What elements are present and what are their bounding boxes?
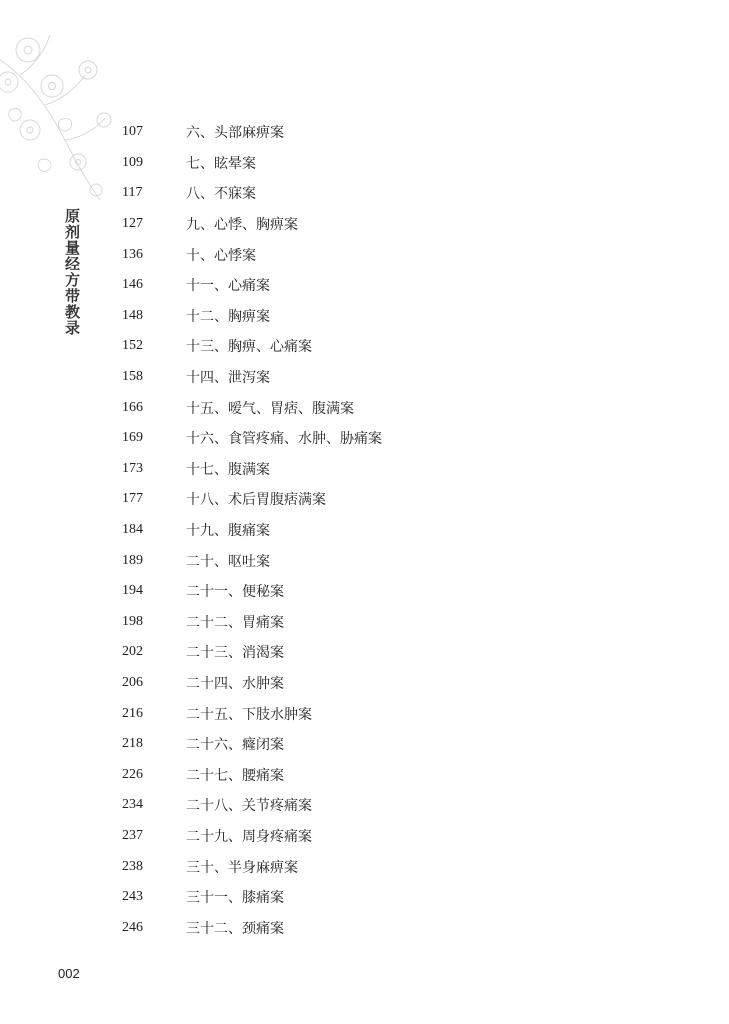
toc-page-number: 177 [122,491,143,507]
toc-entry-title: 二十一、便秘案 [186,584,284,601]
toc-entry[interactable] [122,270,542,301]
toc-page-number: 136 [122,246,143,262]
toc-page-number: 246 [122,919,143,935]
toc-page-number: 117 [122,185,143,201]
toc-entry[interactable] [122,607,542,638]
table-of-contents [122,117,542,943]
toc-entry-title: 二十、呕吐案 [186,553,270,570]
toc-entry-title: 六、头部麻痹案 [186,125,284,142]
toc-page-number: 216 [122,705,143,721]
toc-page-number: 202 [122,644,143,660]
toc-entry-title: 二十三、消渴案 [186,645,284,662]
toc-entry[interactable] [122,331,542,362]
toc-entry-title: 十七、腹满案 [186,461,270,478]
toc-page-number: 238 [122,858,143,874]
toc-entry-title: 八、不寐案 [186,186,256,203]
toc-page-number: 234 [122,797,143,813]
toc-page-number: 146 [122,277,143,293]
toc-entry-title: 三十二、颈痛案 [186,920,284,937]
toc-entry[interactable] [122,117,542,148]
toc-page-number: 237 [122,827,143,843]
toc-page-number: 198 [122,613,143,629]
toc-page-number: 189 [122,552,143,568]
toc-entry-title: 二十九、周身疼痛案 [186,828,312,845]
toc-entry[interactable] [122,698,542,729]
toc-entry[interactable] [122,851,542,882]
toc-page-number: 109 [122,154,143,170]
toc-page-number: 173 [122,460,143,476]
toc-entry-title: 二十八、关节疼痛案 [186,798,312,815]
toc-entry[interactable] [122,515,542,546]
toc-entry-title: 十九、腹痛案 [186,523,270,540]
toc-entry-title: 七、眩晕案 [186,155,256,172]
toc-entry[interactable] [122,392,542,423]
toc-entry-title: 十四、泄泻案 [186,370,270,387]
toc-entry[interactable] [122,545,542,576]
toc-page-number: 194 [122,583,143,599]
toc-entry-title: 十、心悸案 [186,247,256,264]
toc-entry-title: 二十四、水肿案 [186,675,284,692]
toc-entry-title: 二十六、癃闭案 [186,737,284,754]
toc-entry[interactable] [122,148,542,179]
toc-page-number: 218 [122,736,143,752]
toc-entry-title: 二十五、下肢水肿案 [186,706,312,723]
toc-entry[interactable] [122,882,542,913]
toc-entry-title: 二十二、胃痛案 [186,614,284,631]
toc-entry[interactable] [122,484,542,515]
toc-page-number: 226 [122,766,143,782]
page-number: 002 [58,966,80,981]
toc-page-number: 107 [122,124,143,140]
toc-entry-title: 三十一、膝痛案 [186,890,284,907]
toc-entry[interactable] [122,668,542,699]
toc-page-number: 169 [122,430,143,446]
toc-entry[interactable] [122,637,542,668]
toc-entry-title: 十三、胸痹、心痛案 [186,339,312,356]
toc-page-number: 184 [122,522,143,538]
toc-entry-title: 十二、胸痹案 [186,308,270,325]
toc-page-number: 158 [122,369,143,385]
toc-entry[interactable] [122,821,542,852]
toc-page-number: 148 [122,307,143,323]
toc-page-number: 206 [122,674,143,690]
toc-entry-title: 三十、半身麻痹案 [186,859,298,876]
toc-entry[interactable] [122,912,542,943]
toc-entry[interactable] [122,576,542,607]
toc-entry[interactable] [122,209,542,240]
toc-entry-title: 十五、嗳气、胃痞、腹满案 [186,400,354,417]
vertical-book-title: 原剂量经方带教录 [63,208,81,336]
toc-page-number: 243 [122,889,143,905]
toc-entry-title: 十六、食管疼痛、水肿、胁痛案 [186,431,382,448]
toc-page-number: 152 [122,338,143,354]
toc-entry[interactable] [122,423,542,454]
toc-entry[interactable] [122,178,542,209]
toc-entry[interactable] [122,729,542,760]
toc-page-number: 127 [122,216,143,232]
toc-entry-title: 九、心悸、胸痹案 [186,217,298,234]
toc-entry-title: 二十七、腰痛案 [186,767,284,784]
toc-entry[interactable] [122,759,542,790]
toc-entry[interactable] [122,239,542,270]
toc-entry[interactable] [122,454,542,485]
toc-entry[interactable] [122,790,542,821]
toc-entry[interactable] [122,362,542,393]
toc-entry-title: 十八、术后胃腹痞满案 [186,492,326,509]
toc-entry-title: 十一、心痛案 [186,278,270,295]
toc-entry[interactable] [122,301,542,332]
toc-page-number: 166 [122,399,143,415]
floral-ornament-icon [0,20,120,210]
